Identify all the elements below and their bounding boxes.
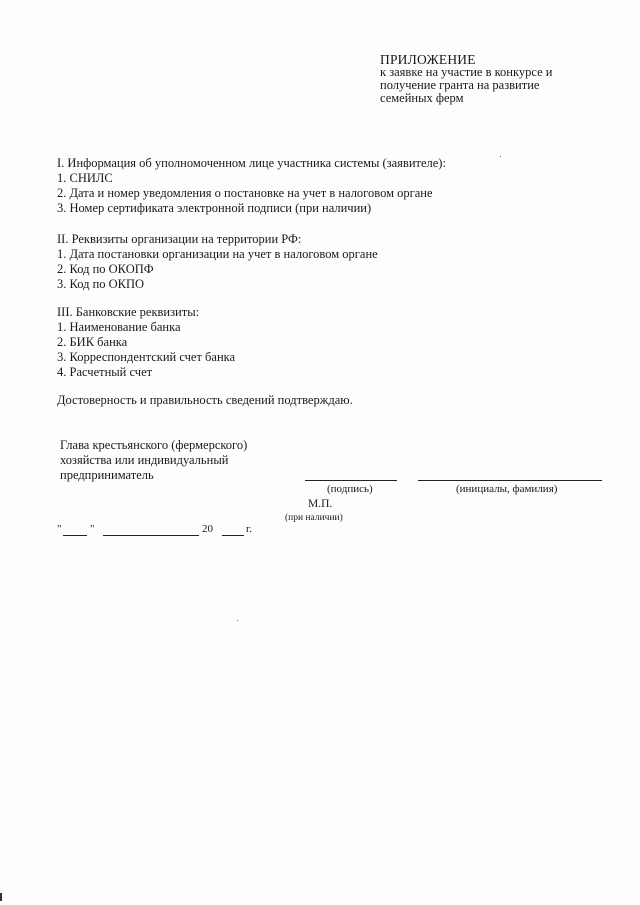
date-close-quote: " [90, 523, 95, 535]
signatory-line: хозяйства или индивидуальный [60, 453, 229, 467]
list-item: 2. Дата и номер уведомления о постановке на учет в налоговом органе [57, 186, 433, 200]
date-field [57, 523, 277, 537]
list-item: 2. БИК банка [57, 335, 128, 349]
list-item: 3. Корреспондентский счет банка [57, 350, 236, 364]
section-bank-details [57, 305, 235, 380]
signature-line [305, 480, 397, 481]
stamp-note: (при наличии) [285, 513, 343, 523]
month-blank [103, 535, 199, 536]
signature-caption: (подпись) [327, 483, 373, 495]
appendix-title: ПРИЛОЖЕНИЕ [380, 52, 476, 67]
stamp-label: М.П. [308, 498, 333, 510]
year-blank [222, 535, 244, 536]
year-prefix: 20 [202, 523, 213, 535]
section-heading: I. Информация об уполномоченном лице участника системы (заявителе): [57, 156, 446, 170]
section-heading: II. Реквизиты организации на территории РФ: [57, 232, 302, 246]
section-heading: III. Банковские реквизиты: [57, 305, 200, 319]
appendix-line: получение гранта на развитие [380, 78, 540, 92]
section-organization-details [57, 232, 378, 292]
year-suffix: г. [246, 523, 253, 535]
list-item: 4. Расчетный счет [57, 365, 153, 379]
name-line [418, 480, 602, 481]
day-blank [63, 535, 87, 536]
list-item: 3. Код по ОКПО [57, 277, 145, 291]
signatory-line: Глава крестьянского (фермерского) [60, 438, 248, 452]
list-item: 1. СНИЛС [57, 171, 113, 185]
list-item: 2. Код по ОКОПФ [57, 262, 154, 276]
list-item: 1. Наименование банка [57, 320, 181, 334]
section-applicant-info [57, 156, 446, 216]
signatory-title [60, 438, 247, 483]
signatory-line: предприниматель [60, 468, 154, 482]
scan-speck [237, 620, 238, 621]
name-caption: (инициалы, фамилия) [456, 483, 558, 495]
list-item: 1. Дата постановки организации на учет в налоговом органе [57, 247, 378, 261]
confirmation-statement: Достоверность и правильность сведений подтверждаю. [57, 393, 353, 407]
appendix-line: к заявке на участие в конкурсе и [380, 65, 553, 79]
scan-speck [0, 893, 2, 901]
date-open-quote: " [57, 523, 62, 535]
appendix-line: семейных ферм [380, 91, 464, 105]
appendix-header [380, 53, 620, 105]
scan-speck [500, 156, 501, 157]
list-item: 3. Номер сертификата электронной подписи (при наличии) [57, 201, 372, 215]
